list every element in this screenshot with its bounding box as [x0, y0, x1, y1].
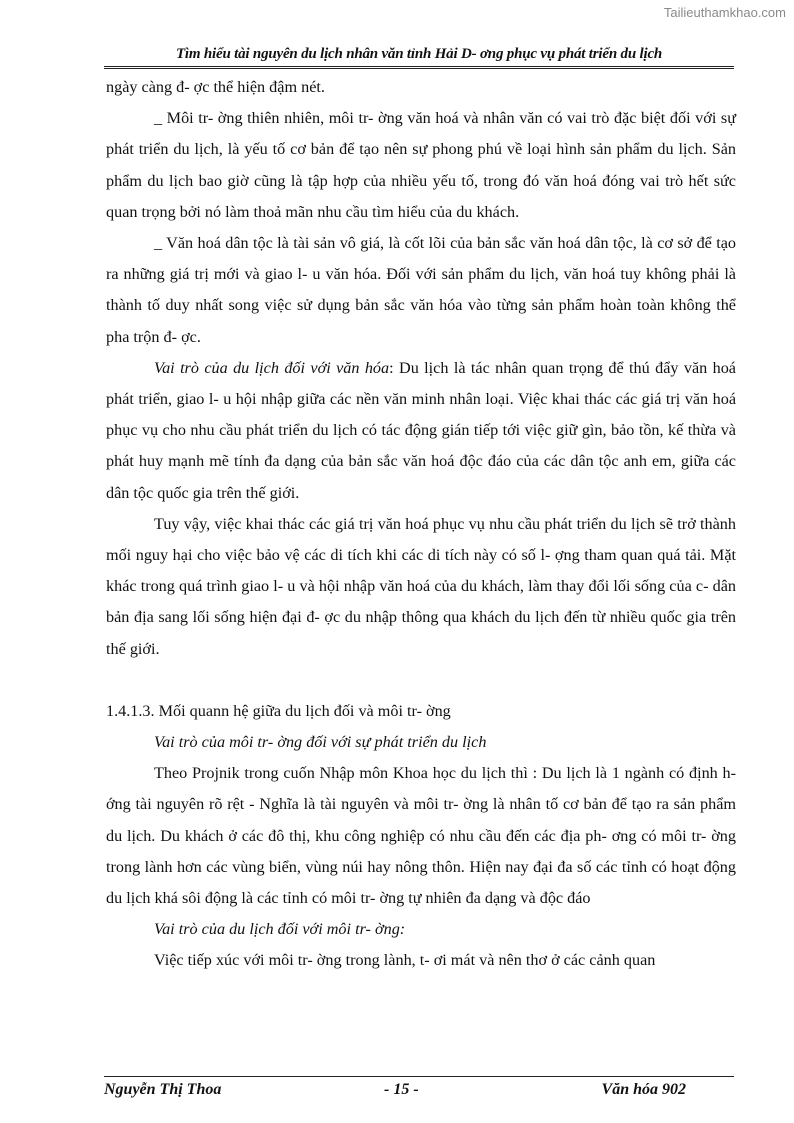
running-header: Tìm hiểu tài nguyên du lịch nhân văn tỉnh Hải D- ơng phục vụ phát triển du lịch — [175, 46, 663, 62]
italic-subheading: Vai trò của môi tr- ờng đối với sự phát triển du lịch — [154, 733, 487, 752]
body-paragraph — [106, 914, 736, 945]
paragraph-text: ngày càng đ- ợc thể hiện đậm nét. — [106, 78, 325, 96]
body-paragraph — [106, 509, 736, 665]
page-number: - 15 - — [384, 1081, 419, 1098]
header-rule — [104, 66, 734, 67]
paragraph-text: 1.4.1.3. Mối quann hệ giữa du lịch đối và môi tr- ờng — [106, 701, 451, 720]
paragraph-text: _ Môi tr- ờng thiên nhiên, môi tr- ờng văn hoá và nhân văn có vai trò đặc biệt đối với sự phát triển du lịch, là yếu tố cơ bản để tạo nên sự phong phú về loại hình sản phẩm du lịch. Sản phẩm du lịch bao giờ cũng là tập hợp của nhiều yếu tố, trong đó văn hoá đóng vai trò hết sức quan trọng bởi nó làm thoả mãn nhu cầu tìm hiểu của du khách. — [106, 109, 736, 221]
paragraph-text: Việc tiếp xúc với môi tr- ờng trong lành, t- ơi mát và nên thơ ở các cảnh quan — [154, 951, 656, 970]
body-paragraph — [106, 353, 736, 509]
paragraph-gap — [106, 665, 736, 696]
footer-author: Nguyễn Thị Thoa — [104, 1081, 222, 1098]
paragraph-text: : Du lịch là tác nhân quan trọng để thú đẩy văn hoá phát triển, giao l- u hội nhập giữa các nền văn minh nhân loại. Việc khai thác các giá trị văn hoá phục vụ cho nhu cầu phát triển du lịch có tác động gián tiếp tới việc giữ gìn, bảo tồn, kế thừa và phát huy mạnh mẽ tính đa dạng của bản sắc văn hoá độc đáo của các dân tộc anh em, giữa các dân tộc quốc gia trên thế giới. — [106, 358, 736, 502]
paragraph-lead: Vai trò của du lịch đối với văn hóa — [154, 358, 390, 377]
body-paragraph — [106, 727, 736, 758]
italic-subheading: Vai trò của du lịch đối với môi tr- ờng: — [154, 920, 406, 939]
footer-class: Văn hóa 902 — [601, 1081, 686, 1098]
body-paragraph — [106, 758, 736, 914]
paragraph-text: Theo Projnik trong cuốn Nhập môn Khoa học du lịch thì : Du lịch là 1 ngành có định h- ớng tài nguyên rõ rệt - Nghĩa là tài nguyên và môi tr- ờng là nhân tố cơ bản để tạo ra sản phẩm du lịch. Du khách ở các đô thị, khu công nghiệp có nhu cầu đến các địa ph- ơng có môi tr- ờng trong lành hơn các vùng biển, vùng núi hay nông thôn. Hiện nay đại đa số các tỉnh có hoạt động du lịch khá sôi động là các tỉnh có môi tr- ờng tự nhiên đa dạng và độc đáo — [106, 764, 736, 908]
body-paragraph — [106, 945, 736, 976]
body-paragraph — [106, 72, 736, 103]
body-paragraph — [106, 103, 736, 228]
paragraph-text: Tuy vậy, việc khai thác các giá trị văn hoá phục vụ nhu cầu phát triển du lịch sẽ trở thành mối nguy hại cho việc bảo vệ các di tích khi các di tích này có số l- ợng tham quan quá tải. Mặt khác trong quá trình giao l- u và hội nhập văn hoá của du khách, làm thay đổi lối sống của c- dân bản địa sang lối sống hiện đại đ- ợc du nhập thông qua khách du lịch đến từ nhiều quốc gia trên thế giới. — [106, 514, 736, 658]
header-rule-double — [104, 68, 734, 69]
watermark-text: Tailieuthamkhao.com — [663, 5, 786, 20]
body-paragraph — [106, 228, 736, 353]
footer-rule — [104, 1076, 734, 1077]
page-body — [106, 72, 736, 977]
paragraph-text: _ Văn hoá dân tộc là tài sản vô giá, là cốt lõi của bản sắc văn hoá dân tộc, là cơ sở để tạo ra những giá trị mới và giao l- u văn hóa. Đối với sản phẩm du lịch, văn hoá tuy không phải là thành tố duy nhất song việc sử dụng bản sắc văn hóa vào từng sản phẩm hoàn toàn không thể pha trộn đ- ợc. — [106, 234, 736, 346]
page-footer — [104, 1081, 734, 1103]
body-paragraph — [106, 696, 736, 727]
